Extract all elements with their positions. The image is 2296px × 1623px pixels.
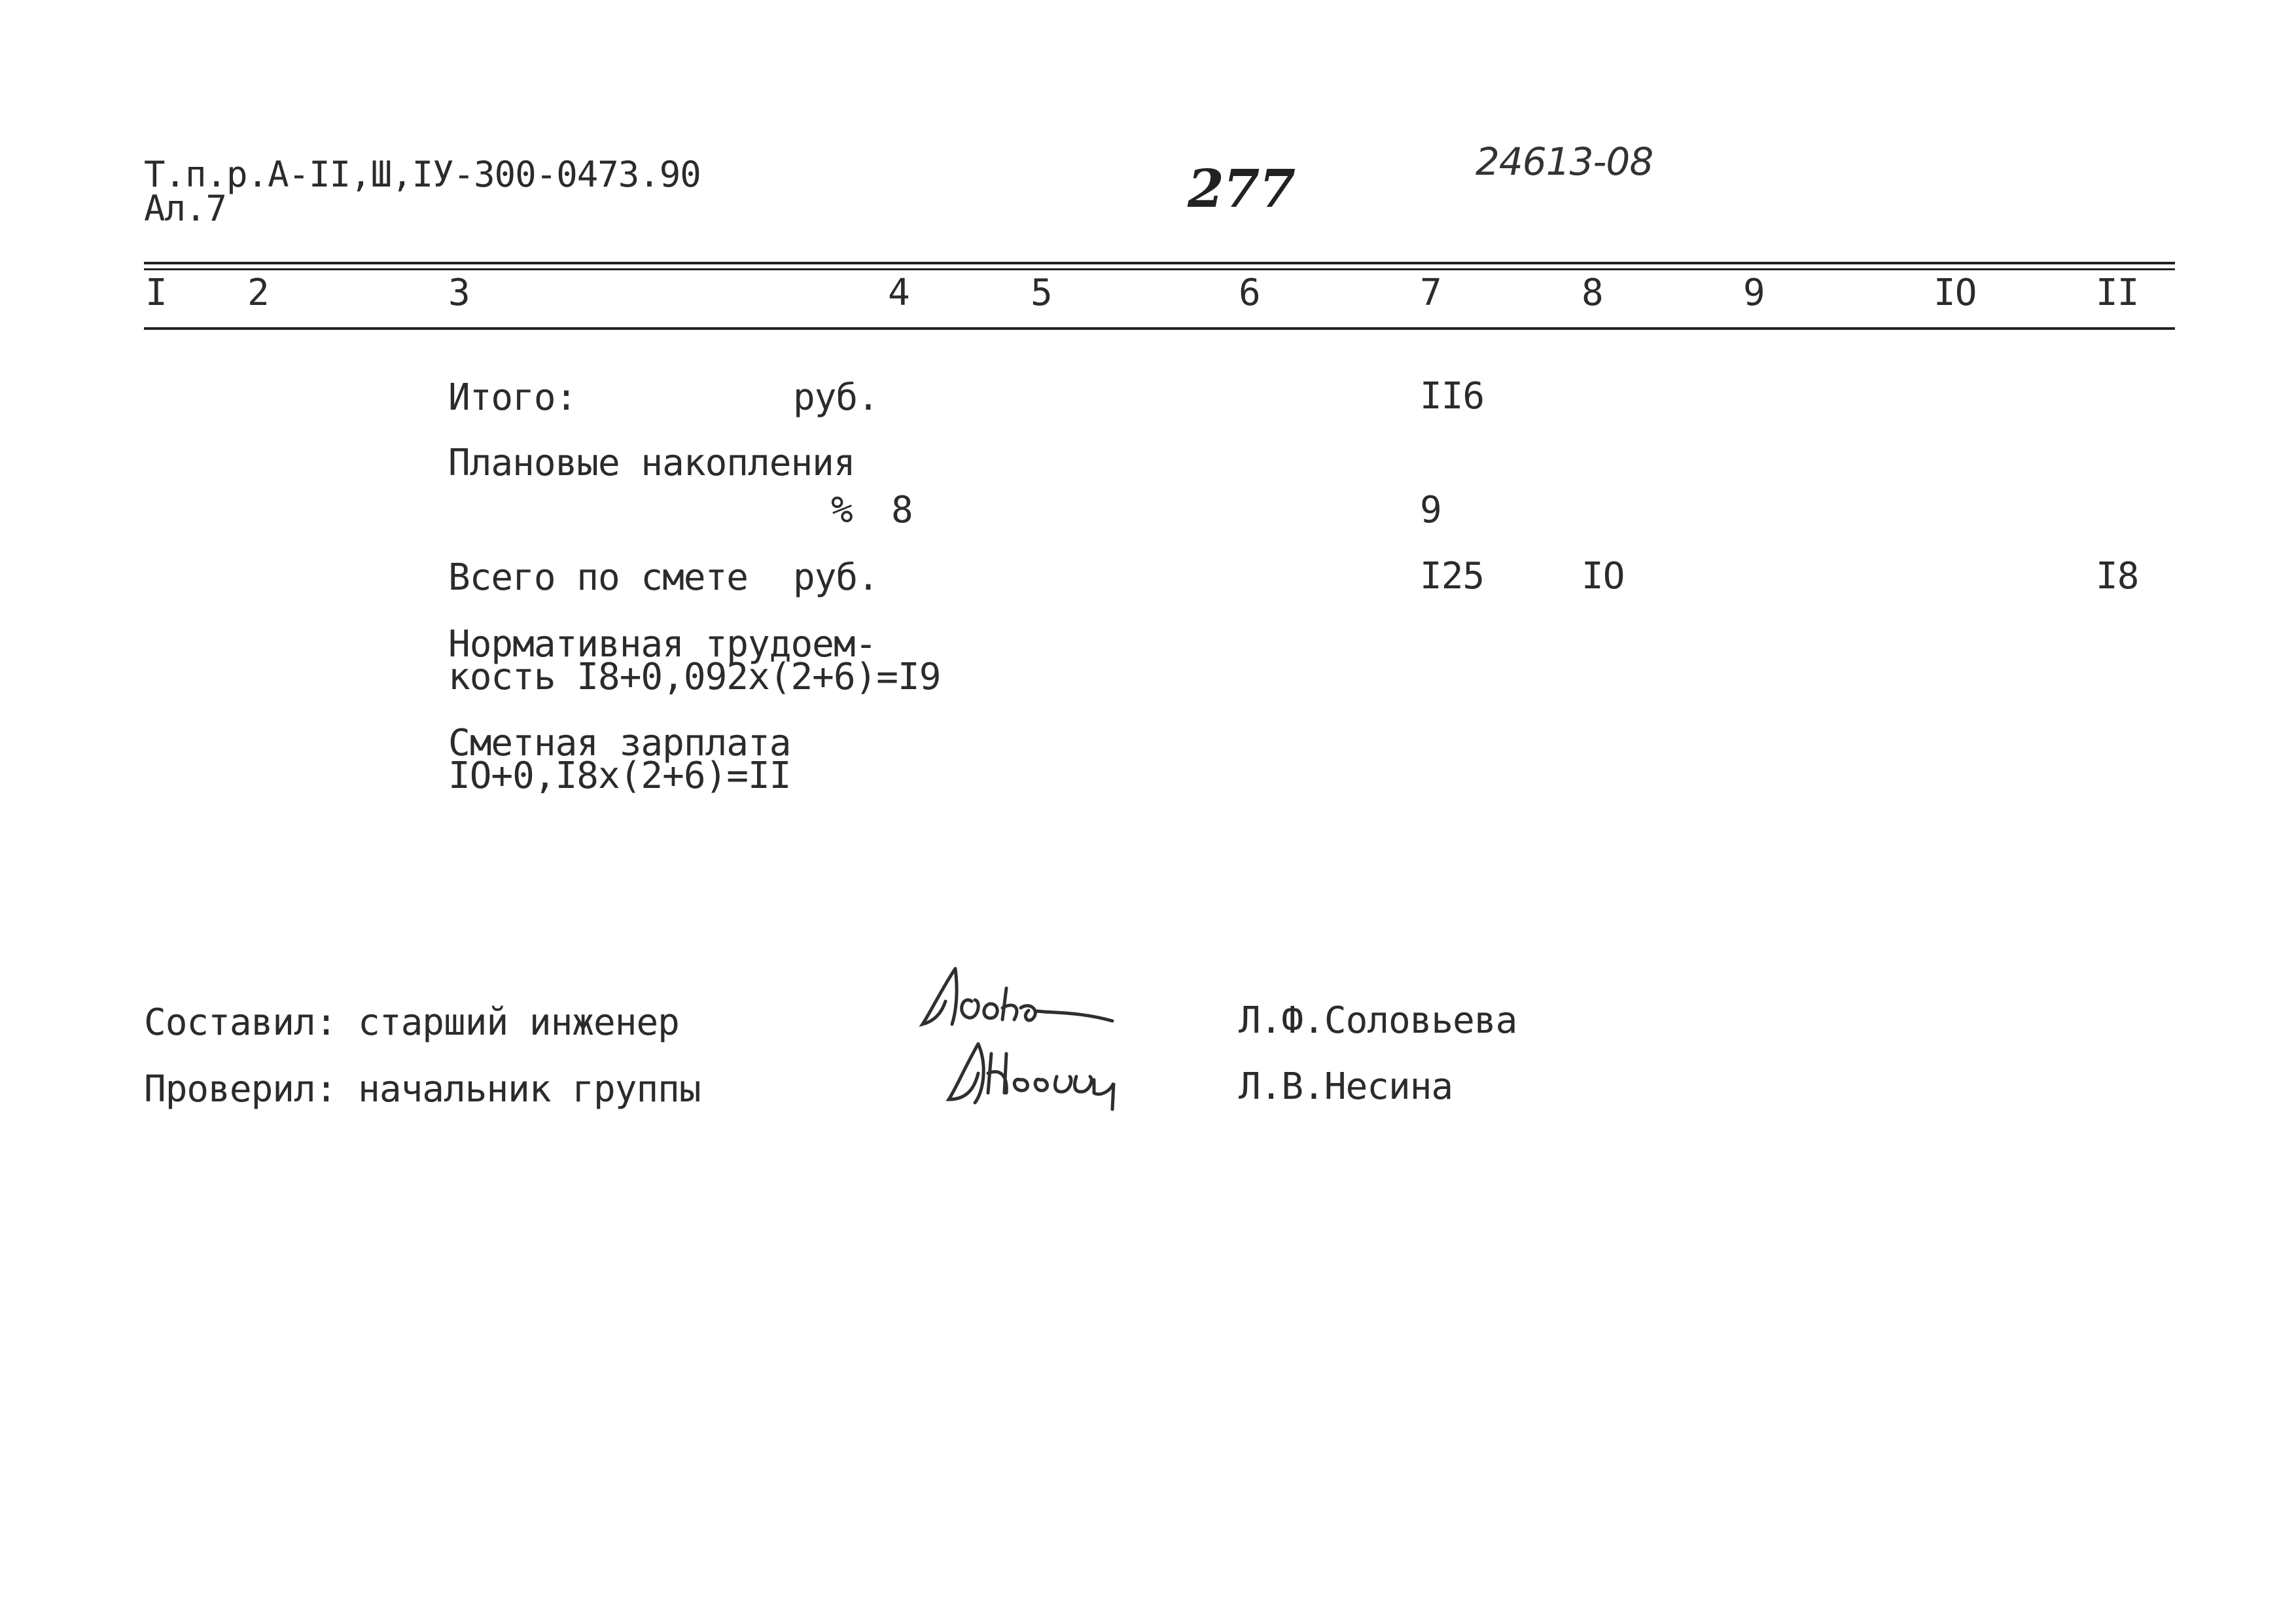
row-labor-intensity-line2: кость I8+0,092х(2+6)=I9	[448, 656, 941, 698]
row-grand-total-col8: IO	[1581, 555, 1625, 597]
row-planned-savings-col4: 8	[891, 489, 913, 531]
column-header-6: 6	[1239, 272, 1260, 314]
table-top-rule-second	[144, 268, 2175, 270]
row-estimated-wages-line1: Сметная зарплата	[448, 722, 791, 764]
column-header-2: 2	[247, 272, 269, 314]
column-header-7: 7	[1420, 272, 1441, 314]
column-header-10: IO	[1934, 272, 1977, 314]
row-grand-total-unit: руб.	[793, 556, 879, 599]
column-header-4: 4	[888, 272, 910, 314]
row-total-label: Итого:	[448, 376, 577, 419]
column-header-5: 5	[1031, 272, 1052, 314]
row-planned-savings-unit: %	[831, 489, 853, 531]
signature-checker	[942, 1027, 1165, 1119]
table-top-rule	[144, 262, 2175, 264]
row-planned-savings-col7: 9	[1420, 489, 1441, 531]
row-grand-total-label: Всего по смете	[448, 556, 749, 599]
column-header-3: 3	[448, 272, 470, 314]
row-grand-total-col11: I8	[2096, 555, 2139, 597]
row-total-unit: руб.	[793, 376, 879, 419]
compiled-by-role: Составил: старший инженер	[144, 1001, 679, 1044]
handwritten-inventory-number: 24613-08	[1475, 139, 1653, 184]
column-header-1: I	[145, 272, 167, 314]
table-header-bottom-rule	[144, 327, 2175, 330]
column-header-8: 8	[1581, 272, 1603, 314]
row-labor-intensity-line1: Нормативная трудоем-	[448, 623, 877, 666]
document-code: Т.п.р.А-II,Ш,IУ-300-0473.90	[144, 154, 701, 195]
page-number: 277	[1188, 158, 1295, 219]
row-grand-total-col7: I25	[1420, 555, 1485, 597]
row-planned-savings-label: Плановые накопления	[448, 442, 855, 484]
sheet-number: Ал.7	[144, 188, 227, 229]
column-header-11: II	[2096, 272, 2139, 314]
column-header-9: 9	[1743, 272, 1765, 314]
row-estimated-wages-line2: IO+0,I8х(2+6)=II	[448, 755, 791, 797]
row-total-col7: II6	[1420, 375, 1485, 418]
checked-by-name: Л.В.Несина	[1239, 1065, 1453, 1108]
compiled-by-name: Л.Ф.Соловьева	[1239, 999, 1517, 1042]
checked-by-role: Проверил: начальник группы	[144, 1068, 701, 1111]
